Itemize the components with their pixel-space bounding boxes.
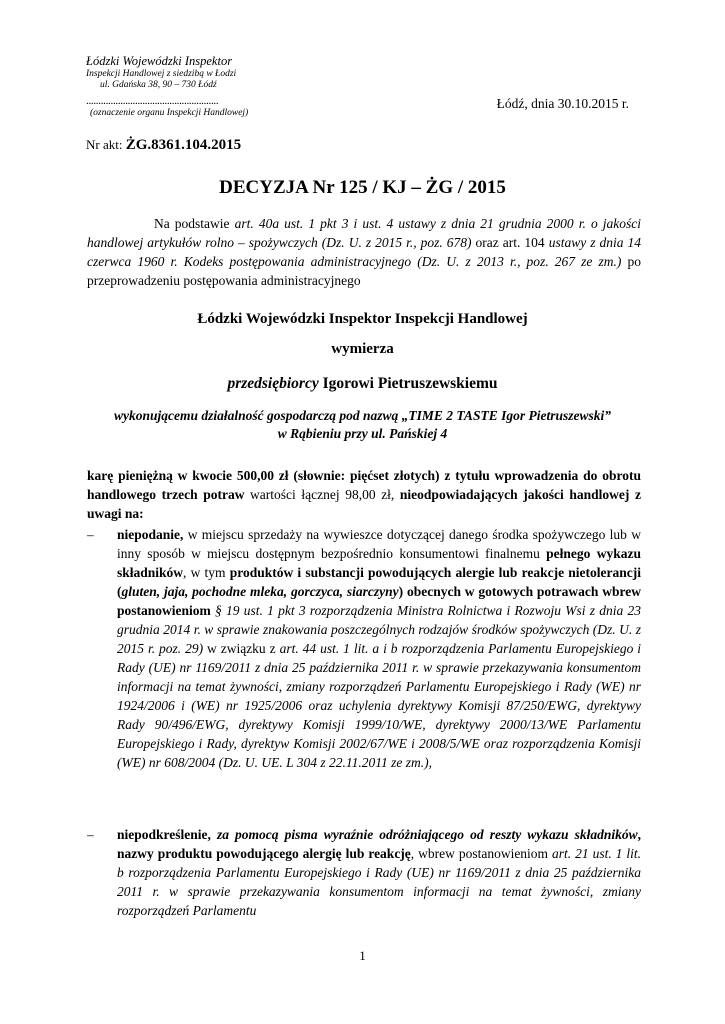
dotted-line: ...................................................... [86, 95, 219, 107]
item-text: w związku z [203, 641, 280, 656]
legal-basis-paragraph [87, 214, 641, 290]
item-text: w miejscu sprzedaży na wywieszce dotyczącej danego środka spożywczego lub w inny sposób w miejscu dostępnym bezpośrednio konsumentowi finalnemu [117, 527, 641, 561]
penalty-paragraph [87, 466, 641, 523]
item-emphasis: za pomocą pisma wyraźnie odróżniającego od reszty wykazu składników [216, 827, 638, 842]
legal-basis-intro: Na podstawie [154, 216, 235, 231]
authority-address: ul. Gdańska 38, 90 – 730 Łódź [100, 80, 217, 90]
list-item [87, 825, 641, 920]
issuing-authority-block [86, 54, 248, 119]
legal-basis-text-2: oraz art. 104 [471, 235, 549, 250]
item-emphasis: nazwy produktu powodującego alergię lub reakcję [117, 846, 411, 861]
business-address-line: w Rąbieniu przy ul. Pańskiej 4 [277, 426, 448, 441]
list-dash: – [87, 527, 94, 542]
entrepreneur-label: przedsiębiorcy [227, 375, 319, 392]
entrepreneur-name: Igorowi Pietruszewskiemu [318, 375, 498, 392]
imposes-heading: wymierza [331, 341, 394, 357]
list-item-text [117, 825, 641, 920]
case-number-line [86, 137, 241, 154]
case-number: ŻG.8361.104.2015 [125, 137, 242, 153]
list-dash: – [87, 827, 94, 842]
penalty-amount: karę pieniężną w kwocie 500,00 zł (słownie: pięćset złotych) z tytułu wprowadzenia do obrotu handlowego trzech potraw [87, 468, 641, 502]
business-activity [0, 407, 725, 443]
legal-basis-text-3: po przeprowadzeniu postępowania administracyjnego [87, 254, 641, 288]
legal-reference: art. 21 ust. 1 lit. b rozporządzenia Parlamentu Europejskiego i Rady (UE) nr 1169/2011 z dnia 25 października 2011 r. w sprawie przekazywania konsumentom informacji na temat żywności, zmiany rozporządzeń Parlamentu [117, 846, 641, 918]
entrepreneur-line [0, 375, 725, 393]
legal-reference: § 19 ust. 1 pkt 3 rozporządzenia Ministra Rolnictwa i Rozwoju Wsi z dnia 23 grudnia 2014 r. w sprawie znakowania poszczególnych rodzajów środków spożywczych (Dz. U. z 2015 r. poz. 29) [117, 603, 641, 656]
place-and-date: Łódź, dnia 30.10.2015 r. [496, 96, 629, 111]
list-item [87, 525, 641, 772]
business-name-line: wykonującemu działalność gospodarczą pod nazwą „TIME 2 TASTE Igor Pietruszewski” [114, 408, 611, 423]
authority-name: Łódzki Wojewódzki Inspektor [86, 54, 233, 68]
authority-heading: Łódzki Wojewódzki Inspektor Inspekcji Handlowej [197, 311, 528, 327]
item-keyword: niepodanie, [117, 527, 184, 542]
penalty-value: wartości łącznej 98,00 zł, [244, 487, 400, 502]
penalty-reason: nieodpowiadających jakości handlowej z uwagi na: [87, 487, 641, 521]
legal-reference: art. 44 ust. 1 lit. a i b rozporządzenia Parlamentu Europejskiego i Rady (UE) nr 1169/2011 z dnia 25 października 2011 r. w sprawie przekazywania konsumentom informacji na temat żywności, zmiany rozporządzeń Parlamentu Europejskiego i Rady (WE) nr 1924/2006 i (WE) nr 1925/2006 oraz uchylenia dyrektywy Komisji 87/250/EWG, dyrektywy Rady 90/496/EWG, dyrektywy Komisji 1999/10/WE, dyrektywy 2000/13/WE Parlamentu Europejskiego i Rady, dyrektyw Komisji 2002/67/WE i 2008/5/WE oraz rozporządzenia Komisji (WE) nr 608/2004 (Dz. U. UE. L 304 z 22.11.2011 ze zm.), [117, 641, 642, 770]
item-keyword: niepodkreślenie, [117, 827, 211, 842]
case-number-label: Nr akt: [86, 137, 123, 152]
item-text: , [637, 827, 641, 842]
item-emphasis: pełnego wykazu składników [117, 546, 641, 580]
legal-basis-act-1: art. 40a ust. 1 pkt 3 i ust. 4 ustawy z dnia 21 grudnia 2000 r. o jakości handlowej artykułów rolno – spożywczych (Dz. U. z 2015 r., poz. 678) [87, 216, 642, 250]
authority-seat: Inspekcji Handlowej z siedzibą w Łodzi [86, 69, 237, 79]
item-emphasis: produktów i substancji powodujących alergie lub reakcje nietolerancji [229, 565, 641, 580]
legal-basis-act-2: ustawy z dnia 14 czerwca 1960 r. Kodeks postępowania administracyjnego (Dz. U. z 2013 r., poz. 267 ze zm.) [87, 235, 641, 269]
item-text: , w tym [183, 565, 230, 580]
item-text: ( [117, 584, 122, 599]
allergen-list: gluten, jaja, pochodne mleka, gorczyca, siarczyny [121, 584, 399, 599]
authority-caption: (oznaczenie organu Inspekcji Handlowej) [90, 108, 249, 118]
list-item-text [117, 525, 641, 772]
page-number: 1 [359, 948, 366, 963]
decision-title: DECYZJA Nr 125 / KJ – ŻG / 2015 [219, 177, 506, 198]
item-text: , wbrew postanowieniom [410, 846, 553, 861]
item-text: ) obecnych w gotowych potrawach wbrew postanowieniom [117, 584, 641, 618]
